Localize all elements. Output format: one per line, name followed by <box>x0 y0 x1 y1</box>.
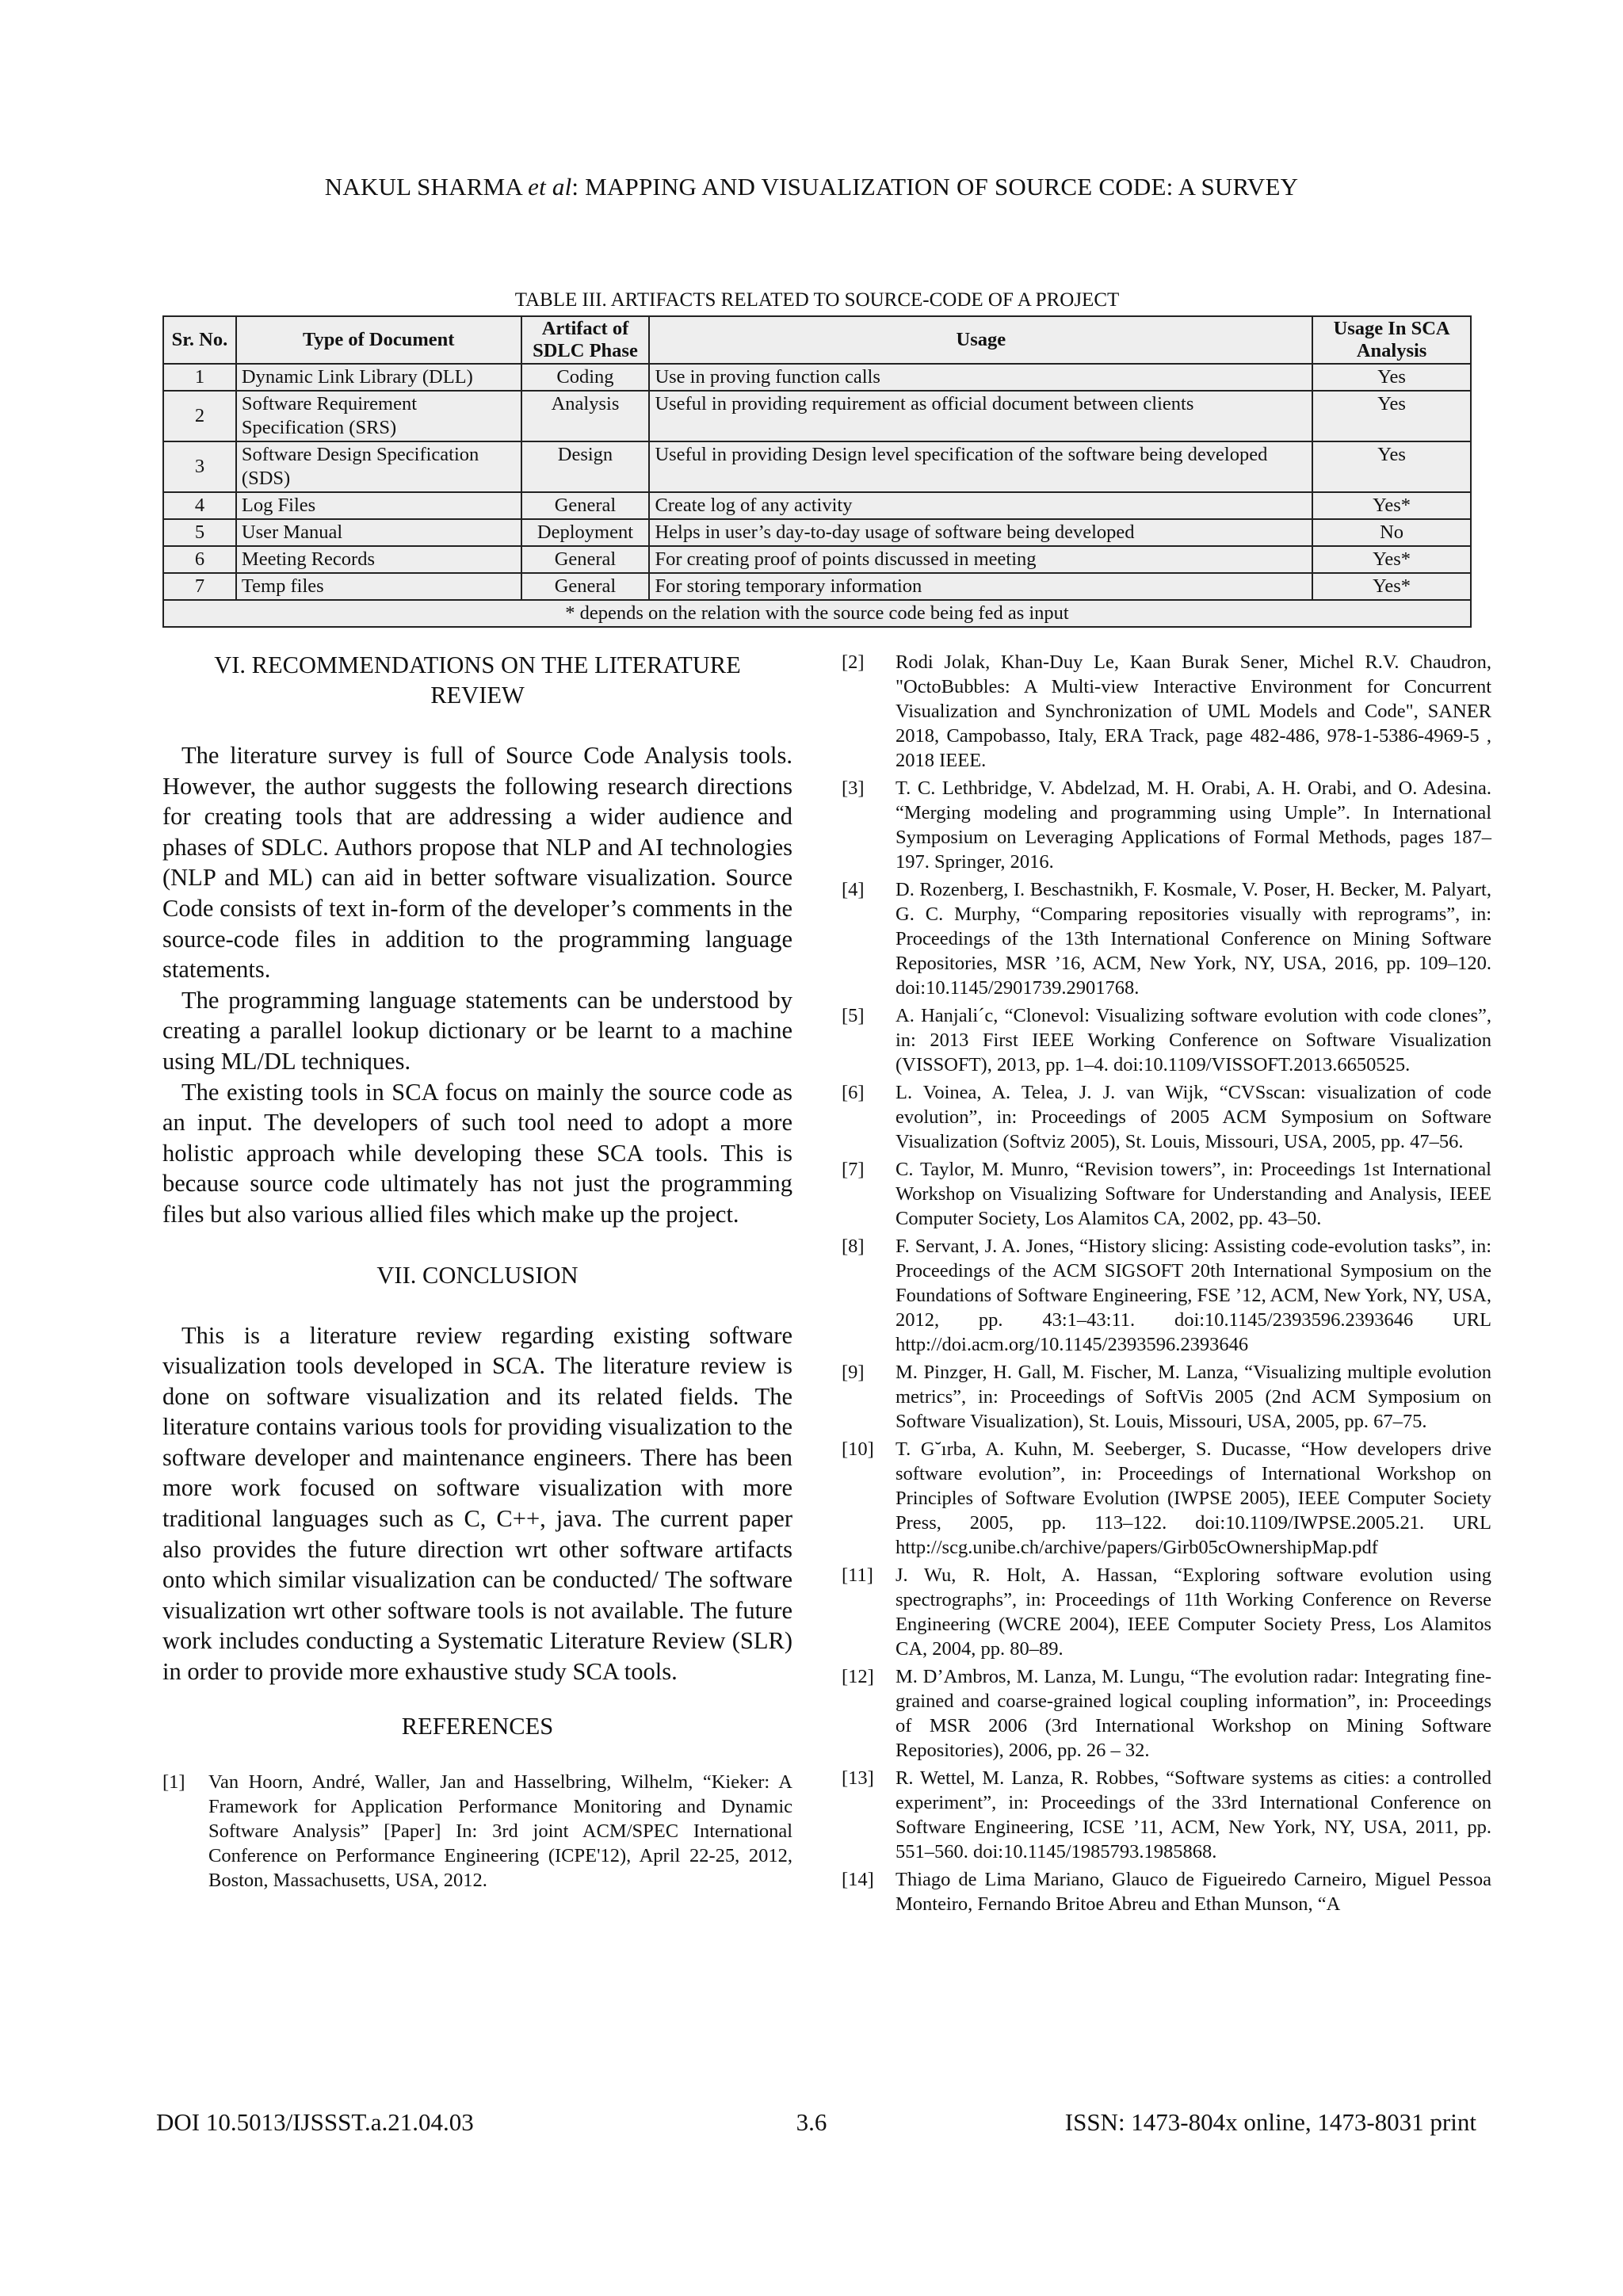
cell-usage: Useful in providing Design level specification of the software being developed <box>649 441 1312 492</box>
reference-text: T. G˘ırba, A. Kuhn, M. Seeberger, S. Ducasse, “How developers drive software evolution”, in: Proceedings of International Workshop on Principles of Software Evolution (IWPSE 2005), IEEE Computer Society Press, 2005, pp. 113–122. doi:10.1109/IWPSE.2005.21. URL http://scg.unibe.ch/archive/papers/Girb05cOwnershipMap.pdf <box>896 1438 1491 1558</box>
reference-item <box>842 1867 1491 1916</box>
cell-type: Temp files <box>236 573 521 600</box>
section-6-paragraph: The literature survey is full of Source Code Analysis tools. However, the author suggests the following research directions for creating tools that are addressing a wider audience and phases of SDLC. Authors propose that NLP and AI technologies (NLP and ML) can aid in better software visualization. Source Code consists of text in-form of the developer’s comments in the source-code files in addition to the programming language statements. <box>162 742 792 984</box>
table-row <box>163 573 1471 600</box>
header-et-al: et al <box>528 173 572 201</box>
footer-page-number: 3.6 <box>796 2108 827 2136</box>
reference-number: [8] <box>842 1236 865 1257</box>
cell-sca: Yes <box>1312 364 1471 391</box>
reference-number: [11] <box>842 1564 873 1586</box>
cell-phase: Coding <box>521 364 650 391</box>
reference-item <box>842 1080 1491 1154</box>
reference-text: D. Rozenberg, I. Beschastnikh, F. Kosmale, V. Poser, H. Becker, M. Palyart, G. C. Murphy, “Comparing repositories visually with reprograms”, in: Proceedings of the 13th International Conference on Mining Software Repositories, MSR ’16, ACM, New York, NY, USA, 2016, pp. 109–120. doi:10.1145/2901739.2901768. <box>896 879 1491 999</box>
table-row <box>163 364 1471 391</box>
table-caption: TABLE III. ARTIFACTS RELATED TO SOURCE-CODE OF A PROJECT <box>514 289 1120 311</box>
cell-phase: Analysis <box>521 391 650 441</box>
running-header <box>0 173 1623 201</box>
section-7-paragraph: This is a literature review regarding existing software visualization tools developed in SCA. The literature review is done on software visualization and its related fields. The literature contains various tools for providing visualization to the software developer and maintenance engineers. There has been more work focused on software visualization with more traditional languages such as C, C++, java. The current paper also provides the future direction wrt other software artifacts onto which similar visualization can be conducted/ The software visualization wrt other software tools is not available. The future work includes conducting a Systematic Literature Review (SLR) in order to provide more exhaustive study SCA tools. <box>162 1321 792 1686</box>
reference-text: Thiago de Lima Mariano, Glauco de Figueiredo Carneiro, Miguel Pessoa Monteiro, Fernando Britoe Abreu and Ethan Munson, “A <box>896 1869 1491 1915</box>
references-list-left <box>162 1770 792 1893</box>
reference-text: A. Hanjali´c, “Clonevol: Visualizing software evolution with code clones”, in: 2013 First IEEE Working Conference on Software Visualization (VISSOFT), 2013, pp. 1–4. doi:10.1109/VISSOFT.2013.6650525. <box>896 1005 1491 1075</box>
reference-number: [12] <box>842 1666 874 1687</box>
cell-sr: 4 <box>163 492 236 519</box>
cell-type: Software Design Specification (SDS) <box>236 441 521 492</box>
header-title: : MAPPING AND VISUALIZATION OF SOURCE CODE: A SURVEY <box>571 173 1299 201</box>
reference-item <box>842 1437 1491 1560</box>
header-author: NAKUL SHARMA <box>324 173 529 201</box>
reference-text: F. Servant, J. A. Jones, “History slicing: Assisting code-evolution tasks”, in: Proceedings of the ACM SIGSOFT 20th International Symposium on the Foundations of Software Engineering, FSE ’12, ACM, New York, NY, USA, 2012, pp. 43:1–43:11. doi:10.1145/2393596.2393646 URL http://doi.acm.org/10.1145/2393596.2393646 <box>896 1236 1491 1355</box>
cell-sr: 2 <box>163 391 236 441</box>
header-usage: Usage <box>649 316 1312 364</box>
header-artifact: Artifact of SDLC Phase <box>521 316 650 364</box>
reference-number: [13] <box>842 1767 874 1789</box>
cell-sca: Yes <box>1312 441 1471 492</box>
header-sr-no: Sr. No. <box>163 316 236 364</box>
cell-usage: Helps in user’s day-to-day usage of software being developed <box>649 519 1312 546</box>
reference-number: [5] <box>842 1005 865 1026</box>
cell-sca: Yes* <box>1312 546 1471 573</box>
section-7-title: VII. CONCLUSION <box>376 1261 579 1289</box>
header-type: Type of Document <box>236 316 521 364</box>
table-row <box>163 546 1471 573</box>
cell-sr: 1 <box>163 364 236 391</box>
cell-phase: General <box>521 492 650 519</box>
reference-item <box>842 1003 1491 1077</box>
cell-usage: Useful in providing requirement as official document between clients <box>649 391 1312 441</box>
cell-usage: For creating proof of points discussed in meeting <box>649 546 1312 573</box>
reference-number: [4] <box>842 879 865 900</box>
cell-type: User Manual <box>236 519 521 546</box>
section-6-title-line2: REVIEW <box>430 682 525 709</box>
cell-sr: 5 <box>163 519 236 546</box>
table-note: * depends on the relation with the source code being fed as input <box>163 600 1471 627</box>
cell-sca: Yes* <box>1312 492 1471 519</box>
cell-phase: General <box>521 546 650 573</box>
reference-item <box>842 1157 1491 1231</box>
table-row <box>163 519 1471 546</box>
reference-number: [7] <box>842 1159 865 1180</box>
cell-phase: General <box>521 573 650 600</box>
table-row <box>163 391 1471 441</box>
section-6-paragraph: The existing tools in SCA focus on mainly the source code as an input. The developers of such tool need to adopt a more holistic approach while developing these SCA tools. This is because source code ultimately has not just the programming files but also various allied files which make up the project. <box>162 1078 792 1228</box>
reference-item <box>842 650 1491 773</box>
reference-item <box>842 877 1491 1000</box>
references-title: REFERENCES <box>401 1712 554 1740</box>
left-column <box>162 650 792 1896</box>
cell-sr: 3 <box>163 441 236 492</box>
reference-item <box>162 1770 792 1893</box>
reference-text: M. D’Ambros, M. Lanza, M. Lungu, “The evolution radar: Integrating fine-grained and coarse-grained logical coupling information”, in: Proceedings of MSR 2006 (3rd International Workshop on Mining Software Repositories), 2006, pp. 26 – 32. <box>896 1666 1491 1761</box>
reference-number: [14] <box>842 1869 874 1890</box>
reference-item <box>842 1360 1491 1434</box>
right-column <box>842 650 1491 1920</box>
reference-text: J. Wu, R. Holt, A. Hassan, “Exploring software evolution using spectrographs”, in: Proceedings of 11th Working Conference on Reverse Engineering (WCRE 2004), IEEE Computer Society Press, Los Alamitos CA, 2004, pp. 80–89. <box>896 1564 1491 1660</box>
reference-number: [10] <box>842 1438 874 1460</box>
reference-item <box>842 776 1491 874</box>
cell-sca: Yes <box>1312 391 1471 441</box>
cell-type: Dynamic Link Library (DLL) <box>236 364 521 391</box>
reference-item <box>842 1766 1491 1864</box>
section-6-paragraph: The programming language statements can be understood by creating a parallel lookup dictionary or be learnt to a machine using ML/DL techniques. <box>162 986 792 1075</box>
reference-number: [3] <box>842 777 865 799</box>
cell-phase: Design <box>521 441 650 492</box>
reference-text: T. C. Lethbridge, V. Abdelzad, M. H. Orabi, A. H. Orabi, and O. Adesina. “Merging modeling and programming using Umple”. In International Symposium on Leveraging Applications of Formal Methods, pages 187–197. Springer, 2016. <box>896 777 1491 873</box>
cell-phase: Deployment <box>521 519 650 546</box>
cell-sr: 6 <box>163 546 236 573</box>
cell-usage: Create log of any activity <box>649 492 1312 519</box>
reference-text: R. Wettel, M. Lanza, R. Robbes, “Software systems as cities: a controlled experiment”, in: Proceedings of the 33rd International Conference on Software Engineering, ICSE ’11, ACM, New York, NY, USA, 2011, pp. 551–560. doi:10.1145/1985793.1985868. <box>896 1767 1491 1862</box>
cell-usage: For storing temporary information <box>649 573 1312 600</box>
footer-issn: ISSN: 1473-804x online, 1473-8031 print <box>1064 2108 1476 2136</box>
reference-text: Rodi Jolak, Khan-Duy Le, Kaan Burak Sener, Michel R.V. Chaudron, "OctoBubbles: A Multi-view Interactive Environment for Concurrent Visualization and Synchronization of UML Models and Code", SANER 2018, Campobasso, Italy, ERA Track, page 482-486, 978-1-5386-4969-5 , 2018 IEEE. <box>896 651 1491 771</box>
reference-text: C. Taylor, M. Munro, “Revision towers”, in: Proceedings 1st International Workshop on Visualizing Software for Understanding and Analysis, IEEE Computer Society, Los Alamitos CA, 2002, pp. 43–50. <box>896 1159 1491 1229</box>
reference-number: [2] <box>842 651 865 673</box>
reference-item <box>842 1664 1491 1763</box>
table-header-row <box>163 316 1471 364</box>
reference-text: M. Pinzger, H. Gall, M. Fischer, M. Lanza, “Visualizing multiple evolution metrics”, in: Proceedings of SoftVis 2005 (2nd ACM Symposium on Software Visualization), St. Louis, Missouri, USA, 2005, pp. 67–75. <box>896 1362 1491 1432</box>
cell-sca: Yes* <box>1312 573 1471 600</box>
reference-item <box>842 1563 1491 1661</box>
cell-sr: 7 <box>163 573 236 600</box>
reference-item <box>842 1234 1491 1357</box>
artifacts-table <box>162 315 1472 628</box>
reference-text: Van Hoorn, André, Waller, Jan and Hasselbring, Wilhelm, “Kieker: A Framework for Application Performance Monitoring and Dynamic Software Analysis” [Paper] In: 3rd joint ACM/SPEC International Conference on Performance Engineering (ICPE'12), April 22-25, 2012, Boston, Massachusetts, USA, 2012. <box>208 1771 792 1891</box>
table-row <box>163 492 1471 519</box>
header-sca: Usage In SCA Analysis <box>1312 316 1471 364</box>
section-6-title-line1: VI. RECOMMENDATIONS ON THE LITERATURE <box>214 651 741 678</box>
cell-type: Software Requirement Specification (SRS) <box>236 391 521 441</box>
reference-text: L. Voinea, A. Telea, J. J. van Wijk, “CVSscan: visualization of code evolution”, in: Proceedings of 2005 ACM Symposium on Software Visualization (Softviz 2005), St. Louis, Missouri, USA, 2005, pp. 47–56. <box>896 1082 1491 1152</box>
reference-number: [9] <box>842 1362 865 1383</box>
cell-type: Meeting Records <box>236 546 521 573</box>
cell-sca: No <box>1312 519 1471 546</box>
table-note-row <box>163 600 1471 627</box>
table-row <box>163 441 1471 492</box>
cell-usage: Use in proving function calls <box>649 364 1312 391</box>
footer-doi: DOI 10.5013/IJSSST.a.21.04.03 <box>156 2108 474 2136</box>
section-6-title <box>162 650 792 710</box>
cell-type: Log Files <box>236 492 521 519</box>
reference-number: [6] <box>842 1082 865 1103</box>
reference-number: [1] <box>162 1771 185 1793</box>
